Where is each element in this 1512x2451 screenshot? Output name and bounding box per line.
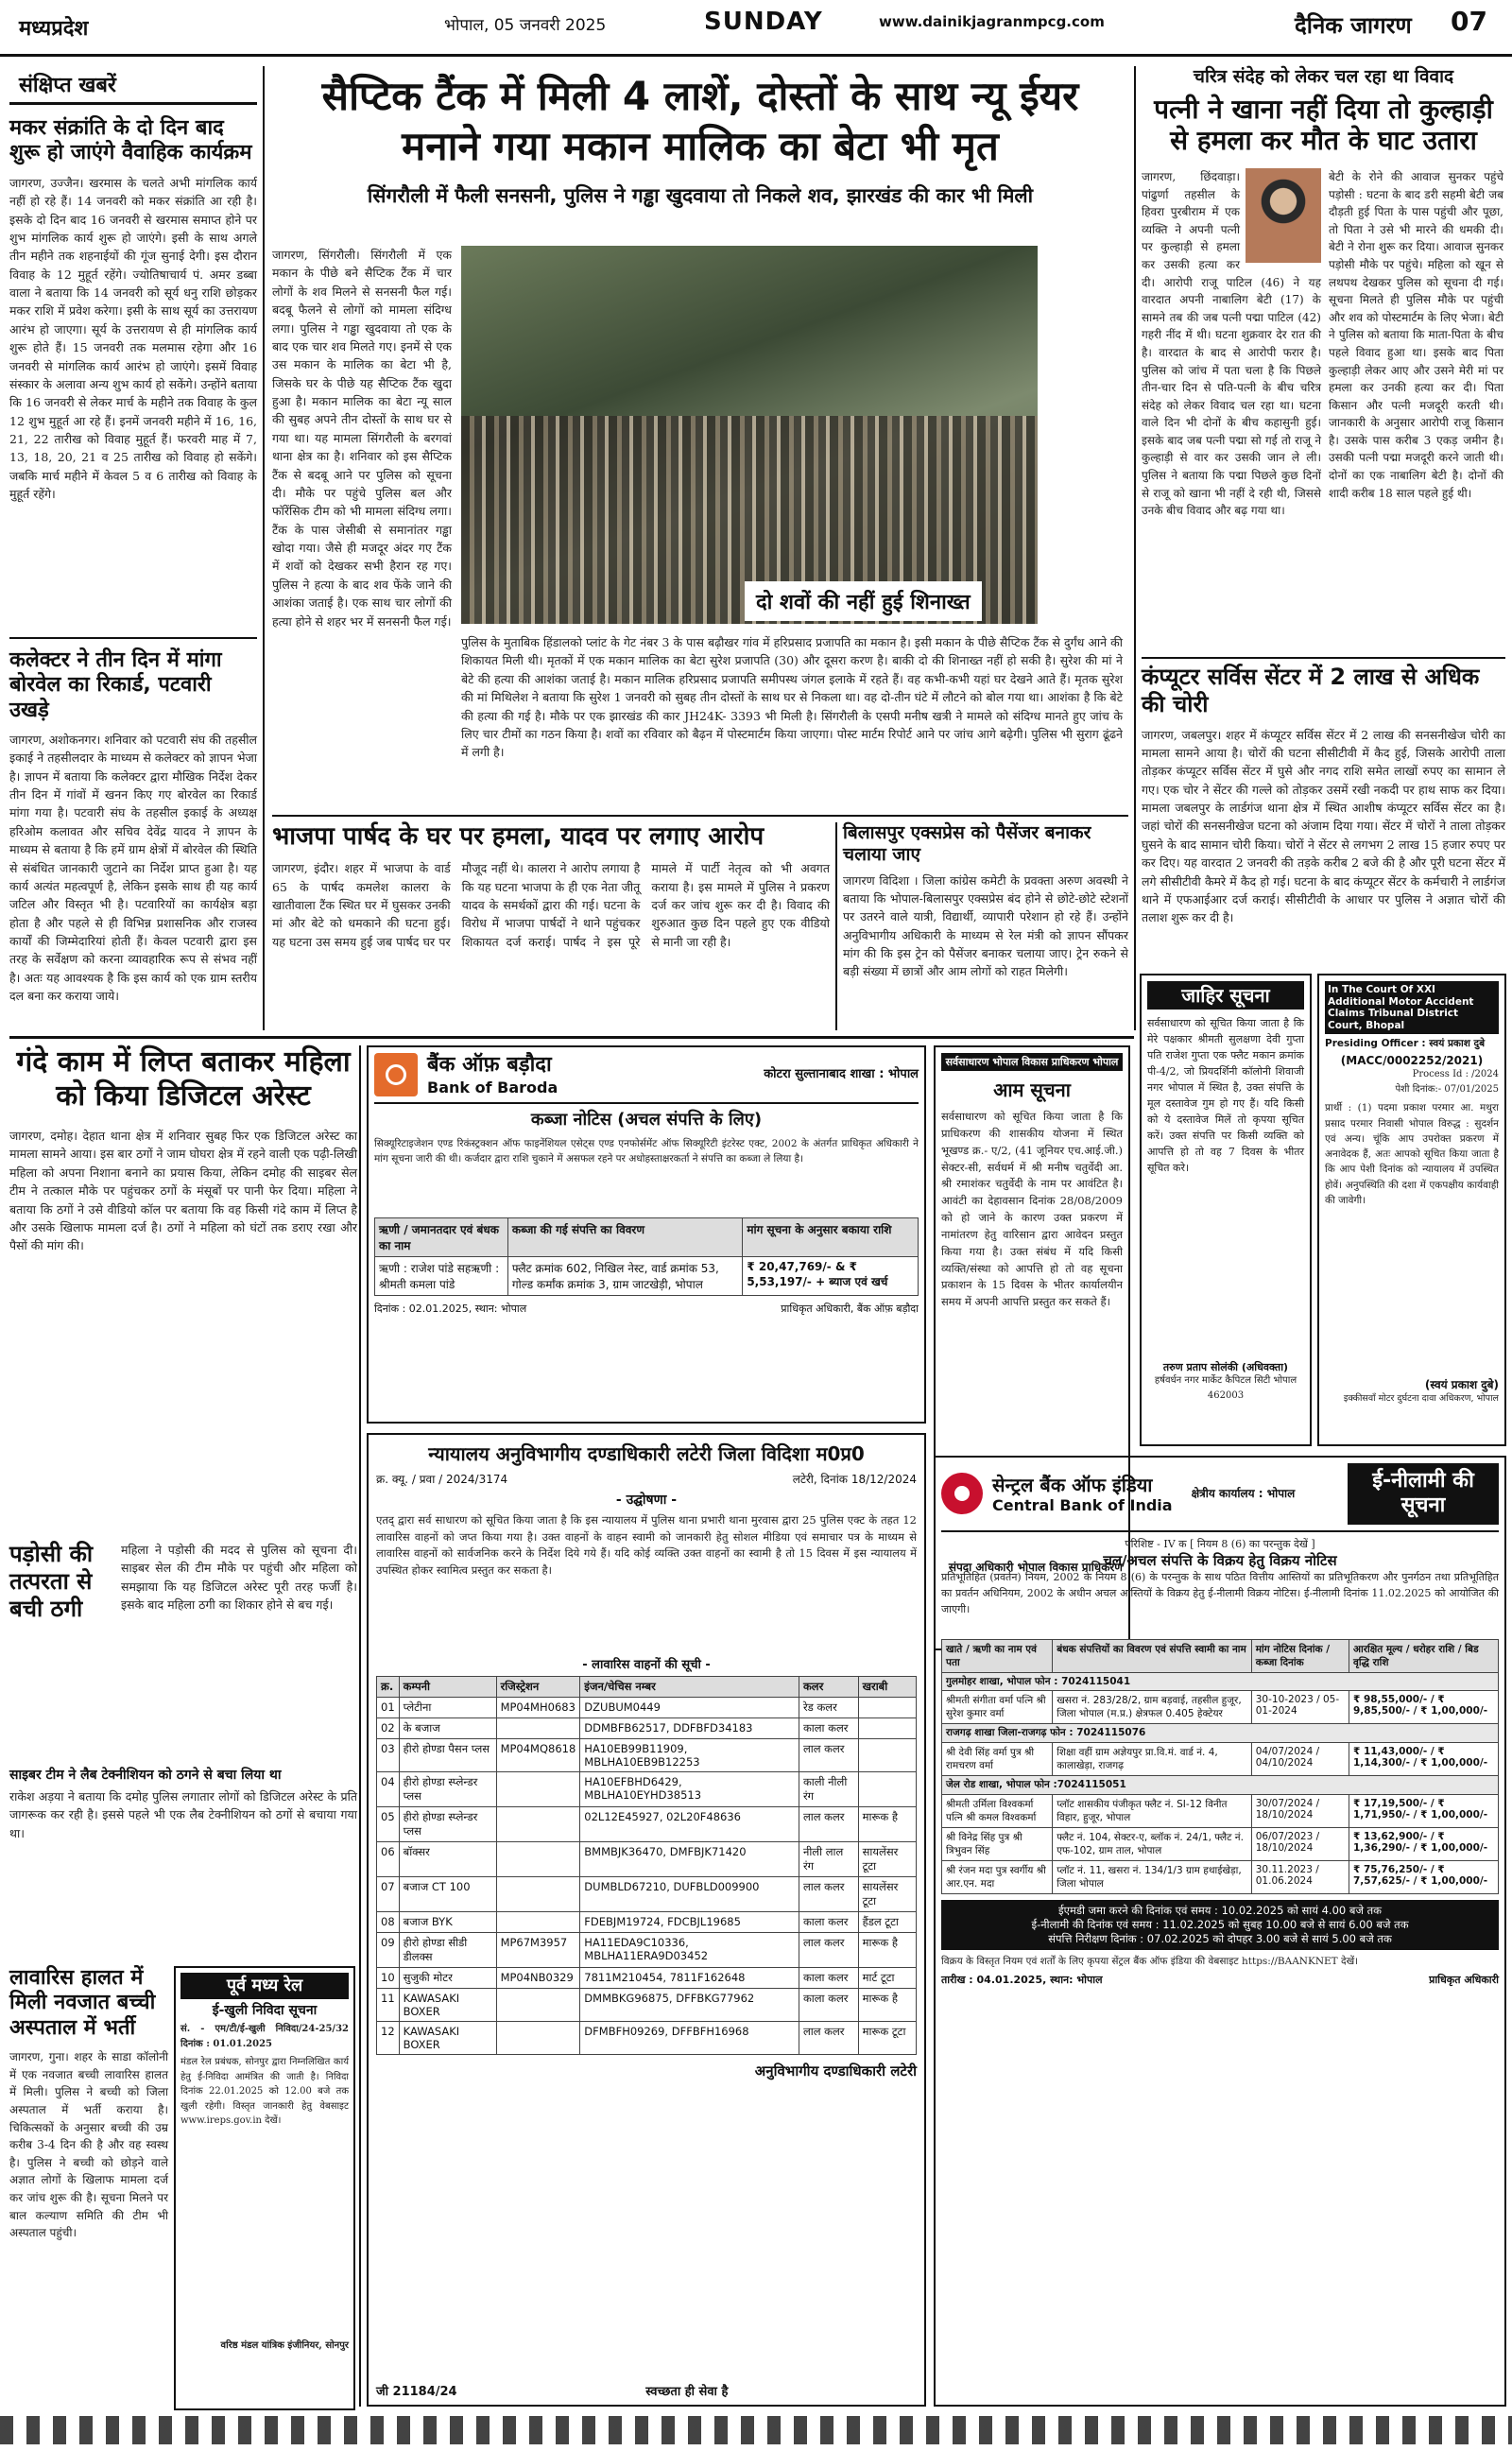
table-row	[377, 1989, 917, 2022]
vehicle-cell: DDMBFB62517, DDFBFD34183	[580, 1718, 799, 1739]
bob-bank-name: बैंक ऑफ़ बड़ौदा	[427, 1053, 552, 1078]
court-vehicle-notice	[367, 1433, 926, 2407]
vehicle-cell: 02	[377, 1718, 400, 1739]
table-row	[377, 1739, 917, 1772]
column-rule	[9, 1036, 1134, 1039]
date-cell: 30-10-2023 / 05-01-2024	[1251, 1691, 1349, 1724]
wife-murder-body-2: बेटी के रोने की आवाज सुनकर पहुंचे पड़ोसी : घटना के बाद डरी सहमी बेटी जब दौड़ती हुई पिता के पास पहुंची और पूछा, तो पिता ने उसे भी मारने की धमकी दी। बेटी ने रोना शुरू कर दिया। आवाज सुनकर पड़ोसी मौके पर पहुंचे। महिला को खून से लथपथ देखकर पुलिस को सूचना दी गई। सूचना मिलते ही पुलिस मौके पर पहुंची और शव को पोस्टमार्टम के लिए भेजा। बेटी ने पुलिस को बताया कि माता-पिता के बीच पहले विवाद हुआ था। इसके बाद पिता कुल्हाड़ी लेकर आए और उसने मेरी मां पर हमला कर उनकी हत्या कर दी। पिता किसान और पत्नी मजदूरी करती थी। जानकारी के अनुसार आरोपी राजू किसान है। उसके पास करीब 3 एकड़ जमीन है। उसकी पत्नी पद्मा मजदूरी करने जाती थी। दोनों का एक नाबालिग बेटी है। दोनों की शादी करीब 18 साल पहले हुई थी।	[1329, 169, 1503, 500]
rail-notice-subtitle: ई-खुली निविदा सूचना	[212, 2002, 318, 2018]
bda-notice-title: आम सूचना	[993, 1079, 1071, 1102]
table-header: क्र.	[377, 1677, 400, 1698]
vehicle-cell: DMMBKG96875, DFFBKG77962	[580, 1989, 799, 2022]
bob-logo-icon	[374, 1053, 418, 1096]
baby-headline: लावारिस हालत में मिली नवजात बच्ची अस्पताल में भर्ती	[9, 1966, 156, 2040]
vehicle-cell: 04	[377, 1772, 400, 1807]
neighbour-subhead: पड़ोसी की तत्परता से बची ठगी	[9, 1541, 94, 1622]
date-cell: 30.11.2023 / 01.06.2024	[1251, 1860, 1349, 1893]
court-notice-body: एतद् द्वारा सर्व साधारण को सूचित किया जाता है कि इस न्यायालय में पुलिस थाना प्रभारी थाना मुरवास द्वारा 25 पुलिस एक्ट के तहत 12 लावारिस वाहनों को जप्त किया गया है। उक्त वाहनों के वाहन स्वामी को जानकारी हेतु सोशल मीडिया एवं समाचार पत्र के माध्यम से लावारिस वाहनों को सार्वजनिक करने के निर्देश दिये गये हैं। यदि कोई व्यक्ति उक्त वाहनों का स्वामी है तो 15 दिवस में इस न्यायालय में उपस्थित होकर स्वामित्व प्रस्तुत कर सकता है।	[376, 1512, 917, 1578]
wife-murder-body: जागरण, छिंदवाड़ा। पांढुर्णा तहसील के हिवरा पुरबीराम में एक व्यक्ति ने अपनी पत्नी पर कुल्हाड़ी से हमला कर उसकी हत्या कर दी। आरोपी राजू पाटिल (46) ने यह वारदात अपनी नाबालिग बेटी (17) के सामने तब की जब पत्नी पद्मा पाटिल (42) गहरी नींद में थी। घटना शुक्रवार देर रात की है। वारदात के बाद से आरोपी फरार है। पुलिस को जांच में पता चला है कि पिछले तीन-चार दिन से पति-पत्नी के बीच चरित्र संदेह को लेकर विवाद चल रहा था। घटना वाले दिन भी दोनों के बीच कहासुनी हुई। इसके बाद जब पत्नी पद्मा सो गई तो राजू ने कुल्हाड़ी से वार कर उसकी जान ले ली। पुलिस ने बताया कि पद्मा पिछले कुछ दिनों से राजू को खाना भी नहीं दे रही थी, जिससे उनके बीच विवाद और बढ़ गया था।	[1142, 169, 1321, 518]
vehicle-cell: बजाज CT 100	[399, 1877, 496, 1912]
page-number: 07	[1451, 6, 1487, 37]
court-notice-date: लटेरी, दिनांक 18/12/2024	[792, 1473, 917, 1486]
vehicle-cell: हीरो होण्डा स्प्लेन्डर प्लस	[399, 1807, 496, 1842]
price-cell: ₹ 98,55,000/- / ₹ 9,85,500/- / ₹ 1,00,000/-	[1349, 1691, 1498, 1724]
vehicle-cell: मार्ट टूटा	[858, 1968, 916, 1989]
bda-signature: संपदा अधिकारी भोपाल विकास प्राधिकरण	[948, 1561, 1123, 1575]
vehicle-cell: मारूक टूटा	[858, 2022, 916, 2055]
mact-process: Process Id : /2024	[1412, 1069, 1499, 1080]
borrower-cell: श्रीमती उर्मिला विश्वकर्मा पत्नि श्री कमल विश्वकर्मा	[942, 1794, 1053, 1827]
wife-murder-headline: पत्नी ने खाना नहीं दिया तो कुल्हाड़ी से हमला कर मौत के घाट उतारा	[1154, 93, 1493, 157]
borrower-cell: श्री विनेद्र सिंह पुत्र श्री त्रिभुवन सिंह	[942, 1827, 1053, 1860]
paper-name: दैनिक जागरण	[1295, 12, 1412, 39]
column-rule	[1134, 66, 1136, 1030]
column-rule	[835, 822, 837, 1030]
cbi-sub: परिशिष्ट - IV क [ नियम 8 (6) का परन्तुक देखें ]	[1125, 1537, 1315, 1550]
vehicle-cell: सायलेंसर टूटा	[858, 1877, 916, 1912]
price-cell: ₹ 11,43,000/- / ₹ 1,14,300/- / ₹ 1,00,000/-	[1349, 1743, 1498, 1776]
table-row	[377, 1698, 917, 1718]
digital-arrest-headline: गंदे काम में लिप्त बताकर महिला को किया डिजिटल अरेस्ट	[16, 1045, 351, 1113]
cbi-date: तारीख : 04.01.2025, स्थान: भोपाल	[941, 1973, 1103, 1986]
cbi-logo-icon	[941, 1473, 983, 1514]
vehicle-cell: 01	[377, 1698, 400, 1718]
vehicle-cell: लाल कलर	[799, 1933, 858, 1968]
vehicle-cell: 08	[377, 1912, 400, 1933]
vehicle-cell	[858, 1739, 916, 1772]
lead-photo	[461, 246, 1038, 624]
table-row	[377, 1842, 917, 1877]
swachhta-slogan: स्वच्छता ही सेवा है	[645, 2385, 729, 2399]
borrower-cell: श्रीमती संगीता वर्मा पत्नि श्री सुरेश कुमार वर्मा	[942, 1691, 1053, 1724]
table-header: आरक्षित मूल्य / धरोहर राशि / बिड वृद्धि राशि	[1349, 1639, 1498, 1672]
brief-1-body: जागरण, उज्जैन। खरमास के चलते अभी मांगलिक कार्य नहीं हो रहे हैं। 14 जनवरी को मकर संक्रांति आ रही है। इसके दो दिन बाद 16 जनवरी से खरमास समाप्त होने पर शुभ मांगलिक कार्य शुरू हो जाएंगे। इसी के साथ अगले तीन महीने तक शहनाईयों की गूंज सुनाई देगी। इस दौरान विवाह के 12 मुहूर्त रहेंगे। ज्योतिषाचार्य पं. अमर डब्बा वाला ने बताया कि 14 जनवरी को सूर्य धनु राशि छोड़कर मकर राशि में प्रवेश करेगा। इसी के साथ सूर्य का उत्तरायण आरंभ हो जाएगा। सूर्य के उत्तरायण से ही मांगलिक कार्य शुरू होते हैं। 15 जनवरी तक मलमास रहेगा और 16 जनवरी से मांगलिक कार्य आरंभ हो जाएंगे। इसमें विवाह संस्कार के अलावा अन्य शुभ कार्य हो सकेंगे। उन्होंने बताया कि 16 जनवरी से लेकर मार्च के महीने तक विवाह के कुल 12 शुभ मुहूर्त आ रहे हैं। इनमें जनवरी महीने में 16, 16, 21, 22 तारीख को विवाह मुहूर्त हैं। फरवरी माह में 7, 13, 18, 20, 21 व 25 तारीख को विवाह हो सकेंगे। जबकि मार्च महीने में केवल 5 व 6 तारीख को विवाह के मुहूर्त रहेंगे।	[9, 175, 257, 502]
rail-notice-body: मंडल रेल प्रबंधक, सोनपुर द्वारा निम्नलिखित कार्य हेतु ई-निविदा आमंत्रित की जाती है। निविदा दिनांक 22.01.2025 को 12.00 बजे तक खुली रहेगी। विस्तृत जानकारी हेतु वेबसाइट www.ireps.gov.in देखें।	[180, 2057, 349, 2127]
vehicle-cell	[858, 1772, 916, 1807]
vehicle-cell	[496, 1842, 580, 1877]
cbi-body: प्रतिभूतिहित (प्रवर्तन) नियम, 2002 के नियम 8 (6) के परन्तुक के साथ पठित वित्तीय आस्तियों का प्रतिभूतिकरण और पुनर्गठन तथा प्रतिभूतिहित का प्रवर्तन अधिनियम, 2002 के अधीन अचल आस्तियों के विक्रय हेतु ई-नीलामी विक्रय नोटिस। ई-नीलामी दिनांक 11.02.2025 को आयोजित की जाएगी।	[941, 1570, 1499, 1615]
vehicle-cell: 02L12E45927, 02L20F48636	[580, 1807, 799, 1842]
vehicle-cell: काला कलर	[799, 1912, 858, 1933]
vehicle-cell: 06	[377, 1842, 400, 1877]
rail-notice-signature: वरिष्ठ मंडल यांत्रिक इंजीनियर, सोनपुर	[220, 2340, 349, 2352]
cbi-title: ई-नीलामी की सूचना	[1348, 1463, 1499, 1525]
jahir-address: हर्षवर्धन नगर मार्केट कैपिटल सिटी भोपाल 462003	[1154, 1375, 1297, 1401]
vehicle-cell	[496, 1772, 580, 1807]
mact-date: पेशी दिनांक:- 07/01/2025	[1395, 1083, 1499, 1095]
vehicle-cell	[496, 1989, 580, 2022]
registration-marks	[0, 2416, 1512, 2444]
wife-murder-story	[1142, 66, 1505, 652]
vehicle-cell: MP04MQ8618	[496, 1739, 580, 1772]
website-link[interactable]: www.dainikjagranmpcg.com	[879, 13, 1105, 30]
mact-court-notice	[1317, 974, 1506, 1446]
mact-officer: Presiding Officer : स्वयं प्रकाश दुबे	[1325, 1038, 1486, 1050]
date-cell: 30/07/2024 / 18/10/2024	[1251, 1794, 1349, 1827]
dateline: भोपाल, 05 जनवरी 2025	[444, 16, 607, 35]
vehicle-cell: 05	[377, 1807, 400, 1842]
court-notice-ref: क्र. क्यू. / प्रवा / 2024/3174	[376, 1473, 508, 1486]
cbi-footer: विक्रय के विस्तृत नियम एवं शर्तों के लिए कृपया सेंट्रल बैंक ऑफ इंडिया की वेबसाइट https://BAANKNET देखें।	[941, 1955, 1359, 1967]
brief-2-title: कलेक्टर ने तीन दिन में मांगा बोरवेल का रिकार्ड, पटवारी उखड़े	[9, 647, 222, 722]
vehicle-cell: KAWASAKI BOXER	[399, 2022, 496, 2055]
vehicle-cell	[858, 1698, 916, 1718]
jahir-title: जाहिर सूचना	[1147, 981, 1304, 1010]
date-cell: 06/07/2023 / 18/10/2024	[1251, 1827, 1349, 1860]
vehicle-cell: 10	[377, 1968, 400, 1989]
masthead-bar	[0, 0, 1512, 57]
court-notice-sub: - उद्घोषणा -	[615, 1493, 678, 1508]
jahir-signature: तरुण प्रताप सोलंकी (अधिवक्ता)	[1162, 1361, 1289, 1373]
cyber-team-body: राकेश अड़या ने बताया कि दमोह पुलिस लगातार लोगों को डिजिटल अरेस्ट के प्रति जागरूक कर रही है। इससे पहले भी एक लैब टेक्नीशियन को ठगों से बचाया गया था।	[9, 1788, 357, 1840]
vehicle-cell: FDEBJM19724, FDCBJL19685	[580, 1912, 799, 1933]
vehicle-list-title: - लावारिस वाहनों की सूची -	[582, 1657, 711, 1672]
vehicle-cell	[496, 1912, 580, 1933]
vehicle-cell	[496, 1807, 580, 1842]
table-header: रजिस्ट्रेशन	[496, 1677, 580, 1698]
cyber-team-subhead: साइबर टीम ने लैब टेक्नीशियन को ठगने से बचा लिया था	[9, 1768, 282, 1783]
vehicle-cell: DFMBFH09269, DFFBFH16968	[580, 2022, 799, 2055]
bob-bank-name-en: Bank of Baroda	[427, 1078, 558, 1096]
vehicle-cell: बजाज BYK	[399, 1912, 496, 1933]
jahir-body: सर्वसाधारण को सूचित किया जाता है कि मेरे पक्षकार श्रीमती सुलक्षणा देवी गुप्ता पति राजेश गुप्ता एक फ्लैट मकान क्रमांक पी-4/2, जो प्रियदर्शिनी कॉलोनी शिवाजी नगर भोपाल में स्थित है, उक्त संपत्ति के मूल दस्तावेज गुम हो गए हैं। यदि किसी को ये दस्तावेज मिलें तो कृपया सूचित करें। उक्त संपत्ति पर किसी व्यक्ति को आपत्ति हो तो वह 7 दिवस के भीतर सूचित करे।	[1147, 1017, 1304, 1175]
vehicle-cell: MP67M3957	[496, 1933, 580, 1968]
cbi-signature: प्राधिकृत अधिकारी	[1429, 1973, 1499, 1986]
bjp-story	[272, 822, 830, 1030]
amount-cell: ₹ 20,47,769/- & ₹ 5,53,197/- + ब्याज एवं खर्च	[743, 1256, 919, 1295]
vehicle-cell: HA10EB99B11909, MBLHA10EB9B12253	[580, 1739, 799, 1772]
table-row	[377, 1933, 917, 1968]
column-rule	[359, 1045, 361, 2407]
cbi-bank-name-en: Central Bank of India	[992, 1495, 1173, 1514]
victim-portrait	[1246, 168, 1321, 263]
vehicle-cell: हैंडल टूटा	[858, 1912, 916, 1933]
table-row	[942, 1691, 1499, 1724]
vehicle-cell: काली नीली रंग	[799, 1772, 858, 1807]
property-cell: खसरा नं. 283/28/2, ग्राम बड़वाई, तहसील हुजूर, जिला भोपाल (म.प्र.) क्षेत्रफल 0.405 हेक्टेयर	[1053, 1691, 1252, 1724]
table-row	[377, 1772, 917, 1807]
bob-notice-body: सिक्यूरिटाइजेशन एण्ड रिकंस्ट्रक्शन ऑफ फाइनेंशियल एसेट्स एण्ड एनफोर्समेंट ऑफ सिक्यूरिटी इंटरेस्ट एक्ट, 2002 के अंतर्गत प्राधिकृत अधिकारी ने मांग सूचना जारी की थी। कर्जदार द्वारा राशि चुकाने में असफल रहने पर अधोहस्ताक्षरकर्ता ने संपत्ति का कब्जा ले लिया है।	[374, 1137, 919, 1165]
property-cell: फ्लैट क्रमांक 602, निखिल नेस्ट, वार्ड क्रमांक 53, गोल्ड कर्मांक क्रमांक 3, ग्राम जाटखेड़ी, भोपाल	[507, 1256, 742, 1295]
cbi-auction-notice	[934, 1456, 1506, 2407]
column-rule	[263, 66, 265, 1030]
neighbour-body: महिला ने पड़ोसी की मदद से पुलिस को सूचना दी। साइबर सेल की टीम मौके पर पहुंची और महिला को समझाया कि यह डिजिटल अरेस्ट पूरी तरह फर्जी है। इसके बाद महिला ठगी का शिकार होने से बच गई।	[121, 1543, 357, 1613]
rail-headline: बिलासपुर एक्सप्रेस को पैसेंजर बनाकर चलाया जाए	[843, 822, 1091, 865]
borrower-cell: ऋणी : राजेश पांडे सहऋणी : श्रीमती कमला पांडे	[375, 1256, 508, 1295]
vehicle-cell: MP04NB0329	[496, 1968, 580, 1989]
lead-story	[272, 66, 1128, 813]
computer-theft-headline: कंप्यूटर सर्विस सेंटर में 2 लाख से अधिक की चोरी	[1142, 664, 1480, 717]
vehicle-cell: काला कलर	[799, 1968, 858, 1989]
vehicle-cell	[496, 1718, 580, 1739]
table-row	[377, 1807, 917, 1842]
cbi-emd-note: ईएमडी जमा करने की दिनांक एवं समय : 10.02.2025 को सायं 4.00 बजे तक	[1057, 1903, 1383, 1917]
day-label: SUNDAY	[704, 8, 823, 36]
bob-branch: कोटरा सुल्तानाबाद शाखा : भोपाल	[764, 1067, 919, 1082]
court-signature: अनुविभागीय दण्डाधिकारी लटेरी	[754, 2063, 917, 2080]
lead-subheadline: सिंगरौली में फैली सनसनी, पुलिस ने गड्ढा खुदवाया तो निकले शव, झारखंड की कार भी मिली	[367, 184, 1034, 207]
vehicle-cell: DUMBLD67210, DUFBLD009900	[580, 1877, 799, 1912]
vehicle-cell: हीरो होण्डा सीडी डीलक्स	[399, 1933, 496, 1968]
vehicle-cell	[858, 1718, 916, 1739]
table-header: कब्जा की गई संपत्ति का विवरण	[507, 1217, 742, 1256]
cbi-property-table	[941, 1639, 1499, 1894]
property-cell: प्लॉट शासकीय पंजीकृत फ्लैट नं. SI-12 विनीत विहार, हुजूर, भोपाल	[1053, 1794, 1252, 1827]
bjp-body: जागरण, इंदौर। शहर में भाजपा के वार्ड 65 के पार्षद कमलेश कालरा के खातीवाला टैंक स्थित घर में घुसकर उनकी मां और बेटे को धमकाने की घटना हुई। यह घटना उस समय हुई जब पार्षद घर पर मौजूद नहीं थे। कालरा ने आरोप लगाया है कि यह घटना भाजपा के ही एक नेता जीतू यादव के समर्थकों द्वारा की गई। घटना के विरोध में भाजपा पार्षदों ने थाने पहुंचकर शिकायत दर्ज कराई। पार्षद ने इस पूरे मामले में पार्टी नेतृत्व को भी अवगत कराया है। इस मामले में पुलिस ने प्रकरण दर्ज कर जांच शुरू कर दी है। विवाद की शुरुआत कुछ दिन पहले हुए एक वीडियो से मानी जा रही है।	[272, 861, 830, 949]
vehicle-cell: मारूक है	[858, 1989, 916, 2022]
vehicle-cell: लाल कलर	[799, 2022, 858, 2055]
brief-2-body: जागरण, अशोकनगर। शनिवार को पटवारी संघ की तहसील इकाई ने तहसीलदार के माध्यम से कलेक्टर को ज्ञापन भेजा है। ज्ञापन में बताया कि कलेक्टर द्वारा मौखिक निर्देश देकर तीन दिन में गांवों में खनन किए गए बोरवेल का रिकार्ड मांगा गया है। पटवारी संघ के तहसील इकाई के अध्यक्ष हरिओम कलावत और सचिव देवेंद्र यादव ने ज्ञापन के माध्यम से बताया है कि हमें ग्राम क्षेत्रों में बोरवेल की स्थिति से संबंधित जानकारी जुटाने का निर्देश प्राप्त हुआ है। यह कार्य अत्यंत महत्वपूर्ण है, लेकिन इसके साथ ही यह कार्य जटिल और विस्तृत भी है। पटवारियों का कार्यक्षेत्र बड़ा होता है और पहले से ही विभिन्न प्रशासनिक और राजस्व कार्यों की जिम्मेदारियां होती हैं। केवल पटवारी द्वारा इस तरह के सर्वेक्षण को करना व्यावहारिक रूप से संभव नहीं है। अतः यह आवश्यक है कि इस कार्य को एक ग्राम स्तरीय दल बना कर कराया जाये।	[9, 732, 257, 1004]
lead-body-2: पुलिस के मुताबिक हिंडालको प्लांट के गेट नंबर 3 के पास बढ़ौखर गांव में हरिप्रसाद प्रजापति का मकान है। इसी मकान के पीछे सैप्टिक टैंक से दुर्गंध आने की शिकायत मिली थी। मृतकों में एक मकान मालिक का बेटा सुरेश प्रजापति (30) और दूसरा करण है। बाकी दो की शिनाख्त नहीं हो सकी है। सुरेश की मां ने बेटे की हत्या की आशंका जताई है। मकान मालिक हरिप्रसाद प्रजापति समीपस्थ जंगल इलाके में रहते हैं। वह कभी-कभी यहां घर देखने आते हैं। मृतक सुरेश की मां मिथिलेश ने बताया कि सुरेश 1 जनवरी को सुबह तीन दोस्तों के साथ घर से निकला था। वह दो-तीन घंटे में लौटने को बोल गया था। आशंका है कि बेटे की हत्या की गई है। मौके पर एक झारखंड की कार JH24K- 3393 भी मिली है। सिंगरौली के एसपी मनीष खत्री ने मामले को संदिग्ध मानते हुए जांच के लिए चार टीमों का गठन किया है। शवों का रविवार को बैढ़न में पोस्टमार्टम किया जाएगा। पोस्ट मार्टम रिपोर्ट आने पर जांच आगे बढ़ेगी। पुलिस भी सुराग ढूंढने में लगी है।	[461, 635, 1123, 760]
borrower-cell: श्री देवी सिंह वर्मा पुत्र श्री रामचरण वर्मा	[942, 1743, 1053, 1776]
mact-signature-2: इक्कीसवाँ मोटर दुर्घटना दावा अधिकरण, भोपाल	[1343, 1392, 1499, 1404]
property-cell: फ्लैट नं. 104, सेक्टर-ए, ब्लॉक नं. 24/1, फ्लैट नं. एफ-102, ग्राम ताल, भोपाल	[1053, 1827, 1252, 1860]
vehicle-cell: सुजुकी मोटर	[399, 1968, 496, 1989]
column-rule	[272, 815, 1128, 817]
rail-body: जागरण विदिशा । जिला कांग्रेस कमेटी के प्रवक्ता अरुण अवस्थी ने बताया कि भोपाल-बिलासपुर एक्सप्रेस बंद होने से छोटे-छोटे स्टेशनों पर उतरने वाले यात्री, विद्यार्थी, व्यापारी परेशान हो रहे हैं। उन्होंने अनुविभागीय अधिकारी के माध्यम से रेल मंत्री को ज्ञापन सौंपकर मांग की कि इस ट्रेन को पैसेंजर बनाकर चलाया जाए। ट्रेन रुकने से बड़ी संख्या में छात्रों और आम लोगों को राहत मिलेगी।	[843, 872, 1128, 979]
vehicle-cell: मारूक है	[858, 1807, 916, 1842]
vehicle-cell: MP04MH0683	[496, 1698, 580, 1718]
lead-body-side	[1038, 246, 1128, 624]
bob-date: दिनांक : 02.01.2025, स्थान: भोपाल	[374, 1302, 527, 1315]
computer-theft-story	[1142, 664, 1505, 975]
vehicle-cell: 7811M210454, 7811F162648	[580, 1968, 799, 1989]
vehicle-cell	[496, 1877, 580, 1912]
vehicle-cell: हीरो होण्डा पैसन प्लस	[399, 1739, 496, 1772]
vehicle-table	[376, 1676, 917, 2055]
baby-body: जागरण, गुना। शहर के साडा कॉलोनी में एक नवजात बच्ची लावारिस हालत में मिली। पुलिस ने बच्ची को जिला अस्पताल में भर्ती कराया है। चिकित्सकों के अनुसार बच्ची की उम्र करीब 3-4 दिन की है और वह स्वस्थ है। पुलिस ने बच्ची को छोड़ने वाले अज्ञात लोगों के खिलाफ मामला दर्ज कर जांच शुरू की है। सूचना मिलने पर बाल कल्याण समिति की टीम भी अस्पताल पहुंची।	[9, 2050, 168, 2240]
vehicle-cell: 09	[377, 1933, 400, 1968]
vehicle-cell: काला कलर	[799, 1989, 858, 2022]
vehicle-cell: 07	[377, 1877, 400, 1912]
vehicle-cell: HA10EFBHD6429, MBLHA10EYHD38513	[580, 1772, 799, 1807]
branch-row: जेल रोड शाखा, भोपाल फोन :7024115051	[942, 1776, 1499, 1795]
table-header: खराबी	[858, 1677, 916, 1698]
vehicle-cell: सायलेंसर टूटा	[858, 1842, 916, 1877]
price-cell: ₹ 17,19,500/- / ₹ 1,71,950/- / ₹ 1,00,000/-	[1349, 1794, 1498, 1827]
bob-property-table	[374, 1217, 919, 1296]
vehicle-cell: 03	[377, 1739, 400, 1772]
wife-murder-kicker: चरित्र संदेह को लेकर चल रहा था विवाद	[1193, 66, 1454, 87]
vehicle-cell: हीरो होण्डा स्प्लेन्डर प्लस	[399, 1772, 496, 1807]
branch-row: गुलमोहर शाखा, भोपाल फोन : 7024115041	[942, 1672, 1499, 1691]
digital-arrest-body: जागरण, दमोह। देहात थाना क्षेत्र में शनिवार सुबह फिर एक डिजिटल अरेस्ट का मामला सामने आया। इस बार ठगों ने जाम घोघरा क्षेत्र में रहने वाली एक पढ़ी-लिखी महिला को अपना निशाना बनाने का प्रयास किया, लेकिन दमोह की साइबर सेल टीम ने तत्काल मौके पर पहुंचकर ठगों के मंसूबों पर पानी फेर दिया। महिला ने बताया कि ठगों ने उसे वीडियो कॉल पर बताया कि वह किसी गंदे काम में लिप्त है और उसके खिलाफ मामला दर्ज है। ठगों ने महिला को घंटों तक डराए रखा और पैसों की मांग की।	[9, 1129, 357, 1253]
bob-possession-notice	[367, 1045, 926, 1424]
table-header: मांग सूचना के अनुसार बकाया राशि	[743, 1217, 919, 1256]
table-row	[377, 1968, 917, 1989]
bjp-headline: भाजपा पार्षद के घर पर हमला, यादव पर लगाए आरोप	[272, 822, 765, 851]
table-header: बंधक संपत्तियों का विवरण एवं संपत्ति स्वामी का नाम	[1053, 1639, 1252, 1672]
table-row	[942, 1794, 1499, 1827]
vehicle-cell: लाल कलर	[799, 1877, 858, 1912]
column-rule	[1142, 657, 1505, 659]
photo-caption: दो शवों की नहीं हुई शिनाख्त	[745, 581, 982, 621]
table-row	[377, 1718, 917, 1739]
bda-notice-body: सर्वसाधारण को सूचित किया जाता है कि प्राधिकरण की शासकीय योजना में स्थित भूखण्ड क्र.- ए/2, (41 जूनियर एच.आई.जी.) सेक्टर-सी, सर्वधर्म में श्री मनीष चतुर्वेदी आ. श्री रमाशंकर चतुर्वेदी के नाम पर आवंटित है। आवंटी का देहावसान दिनांक 28/08/2009 को हो जाने के कारण उक्त प्रकरण में नामांतरण हेतु वारिसान द्वारा आवेदन प्रस्तुत किया गया है। उक्त संबंध में यदि किसी व्यक्ति/संस्था को आपत्ति हो तो वह सूचना प्रकाशन के 15 दिवस के भीतर कार्यालयीन समय में अपनी आपत्ति प्रस्तुत कर सकते हैं।	[941, 1110, 1123, 1309]
property-cell: प्लॉट नं. 11, खसरा नं. 134/1/3 ग्राम हथाईखेड़ा, जिला भोपाल	[1053, 1860, 1252, 1893]
jahir-notice	[1140, 974, 1312, 1446]
cbi-auction-note: ई-नीलामी की दिनांक एवं समय : 11.02.2025 को सुबह 10.00 बजे से सायं 6.00 बजे तक	[1031, 1917, 1409, 1931]
cbi-bank-name: सेन्ट्रल बैंक ऑफ इंडिया	[992, 1473, 1153, 1496]
vehicle-cell: HA11EDA9C10336, MBLHA11ERA9D03452	[580, 1933, 799, 1968]
region-label: मध्यप्रदेश	[19, 17, 89, 41]
table-row	[377, 2022, 917, 2055]
table-header: मांग नोटिस दिनांक / कब्जा दिनांक	[1251, 1639, 1349, 1672]
bda-office: सर्वसाधारण भोपाल विकास प्राधिकरण भोपाल	[941, 1053, 1123, 1071]
vehicle-cell: BMMBJK36470, DMFBJK71420	[580, 1842, 799, 1877]
vehicle-cell: लाल कलर	[799, 1807, 858, 1842]
vehicle-cell: 11	[377, 1989, 400, 2022]
vehicle-cell: काला कलर	[799, 1718, 858, 1739]
court-footer-ref: जी 21184/24	[376, 2385, 457, 2399]
cbi-office: क्षेत्रीय कार्यालय : भोपाल	[1191, 1487, 1296, 1501]
table-row	[377, 1912, 917, 1933]
table-header: ऋणी / जमानतदार एवं बंधक का नाम	[375, 1217, 508, 1256]
date-cell: 04/07/2024 / 04/10/2024	[1251, 1743, 1349, 1776]
table-row	[942, 1827, 1499, 1860]
branch-row: राजगढ़ शाखा जिला-राजगढ़ फोन : 7024115076	[942, 1724, 1499, 1743]
court-notice-title: न्यायालय अनुविभागीय दण्डाधिकारी लटेरी जिला विदिशा म0प्र0	[428, 1442, 865, 1465]
price-cell: ₹ 13,62,900/- / ₹ 1,36,290/- / ₹ 1,00,000/-	[1349, 1827, 1498, 1860]
rail-tender-notice	[174, 1966, 355, 2410]
rail-notice-ref: सं. - एम/टी/ई-खुली निविदा/24-25/32 दिनांक : 01.01.2025	[180, 2024, 349, 2049]
vehicle-cell: DZUBUM0449	[580, 1698, 799, 1718]
lead-body-1: जागरण, सिंगरौली। सिंगरौली में एक मकान के पीछे बने सैप्टिक टैंक में चार लोगों के शव मिलने से सनसनी फैल गई। बदबू फैलने से लोगों को मामला संदिग्ध लगा। पुलिस ने गड्ढा खुदवाया तो एक के बाद एक चार शव मिलते गए। इनमें से एक उस मकान के मालिक का बेटा भी है, जिसके घर के पीछे यह सैप्टिक टैंक खुदा हुआ है। मकान मालिक का बेटा न्यू साल की सुबह अपने तीन दोस्तों के साथ घर से गया था। यह मामला सिंगरौली के बरगवां थाना क्षेत्र का है। शनिवार को इस सैप्टिक टैंक से बदबू आने पर पुलिस को सूचना दी। मौके पर पहुंचे पुलिस बल और फॉरेंसिक टीम को भी मामला संदिग्ध लगा। टैंक के पास जेसीबी से समानांतर गड्ढा खोदा गया। जैसे ही मजदूर अंदर गए टैंक में शवों को देखकर सभी हैरान रह गए। पुलिस ने हत्या के बाद शव फेंके जाने की आशंका जताई है। एक साथ चार लोगों की हत्या होने से शहर भर में सनसनी फैल गई।	[272, 248, 452, 629]
cbi-inspection-note: संपत्ति निरीक्षण दिनांक : 07.02.2025 को दोपहर 3.00 बजे से सायं 5.00 बजे तक	[1048, 1931, 1392, 1945]
property-cell: शिक्षा वहीं ग्राम अज्ञेयपुर प्रा.वि.मं. वार्ड नं. 4, कालाखेड़ा, राजगढ़	[1053, 1743, 1252, 1776]
rail-story	[843, 822, 1128, 1030]
vehicle-cell: KAWASAKI BOXER	[399, 1989, 496, 2022]
bob-notice-title: कब्जा नोटिस (अचल संपत्ति के लिए)	[530, 1110, 763, 1130]
table-row	[942, 1743, 1499, 1776]
mact-case: (MACC/0002252/2021)	[1340, 1053, 1484, 1067]
vehicle-cell: बॉक्सर	[399, 1842, 496, 1877]
bob-signature: प्राधिकृत अधिकारी, बैंक ऑफ़ बड़ौदा	[781, 1302, 919, 1315]
vehicle-cell: के बजाज	[399, 1718, 496, 1739]
mact-body: प्रार्थी : (1) पदमा प्रकाश परमार आ. मथुरा प्रसाद परमार निवासी भोपाल विरुद्ध : सुदर्शन एवं अन्य। चूंकि आप उपरोक्त प्रकरण में अनावेदक हैं, अतः आपको सूचित किया जाता है कि आप पेशी दिनांक को न्यायालय में उपस्थित होवें। अनुपस्थिति की दशा में एकपक्षीय कार्यवाही की जावेगी।	[1325, 1102, 1499, 1206]
mact-signature: (स्वयं प्रकाश दुबे)	[1424, 1378, 1499, 1392]
vehicle-cell: 12	[377, 2022, 400, 2055]
mact-court-head: In The Court Of XXI Additional Motor Accident Claims Tribunal District Court, Bhopal	[1325, 981, 1499, 1034]
table-header: इंजन/चेचिस नम्बर	[580, 1677, 799, 1698]
vehicle-cell: लाल कलर	[799, 1739, 858, 1772]
vehicle-cell	[496, 2022, 580, 2055]
brief-1-title: मकर संक्रांति के दो दिन बाद शुरू हो जाएंगे वैवाहिक कार्यक्रम	[9, 116, 252, 165]
vehicle-cell: प्लेटीना	[399, 1698, 496, 1718]
table-row	[942, 1860, 1499, 1893]
rail-notice-title: पूर्व मध्य रेल	[180, 1973, 349, 1999]
table-header: कम्पनी	[399, 1677, 496, 1698]
price-cell: ₹ 75,76,250/- / ₹ 7,57,625/- / ₹ 1,00,000/-	[1349, 1860, 1498, 1893]
table-row	[375, 1256, 919, 1295]
vehicle-cell: मारूक है	[858, 1933, 916, 1968]
table-header: कलर	[799, 1677, 858, 1698]
borrower-cell: श्री रंजन मदा पुत्र स्वर्गीय श्री आर.एन. मदा	[942, 1860, 1053, 1893]
table-row	[377, 1877, 917, 1912]
brief-section-label: संक्षिप्त खबरें	[9, 66, 257, 105]
table-header: खाते / ऋणी का नाम एवं पता	[942, 1639, 1053, 1672]
lead-headline: सैप्टिक टैंक में मिली 4 लाशें, दोस्तों के साथ न्यू ईयर मनाने गया मकान मालिक का बेटा भी मृत	[321, 73, 1079, 169]
vehicle-cell: नीली लाल रंग	[799, 1842, 858, 1877]
brief-column	[9, 66, 257, 1030]
computer-theft-body: जागरण, जबलपुर। शहर में कंप्यूटर सर्विस सेंटर में 2 लाख की सनसनीखेज चोरी का मामला सामने आया है। चोरों की घटना सीसीटीवी में कैद हुई, जिसके आरोपी ताला तोड़कर कंप्यूटर सर्विस सेंटर में घुसे और नगद राशि समेत लाखों रुपए का सामान ले गए। एक चोर ने सेंटर की गल्ले को तोड़कर उसमें रखी नकदी पर हाथ साफ कर दिया। मामला जबलपुर के लार्डगंज थाना क्षेत्र में स्थित आशीष कंप्यूटर सर्विस सेंटर का है। जहां चोरों की सनसनीखेज घटना को अंजाम दिया गया। सेंटर में चोरों ने ताला तोड़कर घुसने के बाद सामान चोरी किया। चोरों ने सेंटर से लगभग 2 लाख 15 हजार रुपए पर कर दिए। यह वारदात 2 जनवरी की तड़के करीब 2 बजे की है और पूरी घटना सेंटर में लगे सीसीटीवी कैमरे में कैद हो गई। घटना के बाद कंप्यूटर सेंटर के कर्मचारी ने लार्डगंज थाने में एफआईआर दर्ज कराई। सीसीटीवी के आधार पर पुलिस ने अज्ञात चोरों की तलाश शुरू कर दी है।	[1142, 727, 1505, 925]
cbi-title-2: चल/अचल संपत्ति के विक्रय हेतु विक्रय नोटिस	[1103, 1551, 1337, 1569]
baby-story	[9, 1966, 168, 2410]
vehicle-cell: रेड कलर	[799, 1698, 858, 1718]
